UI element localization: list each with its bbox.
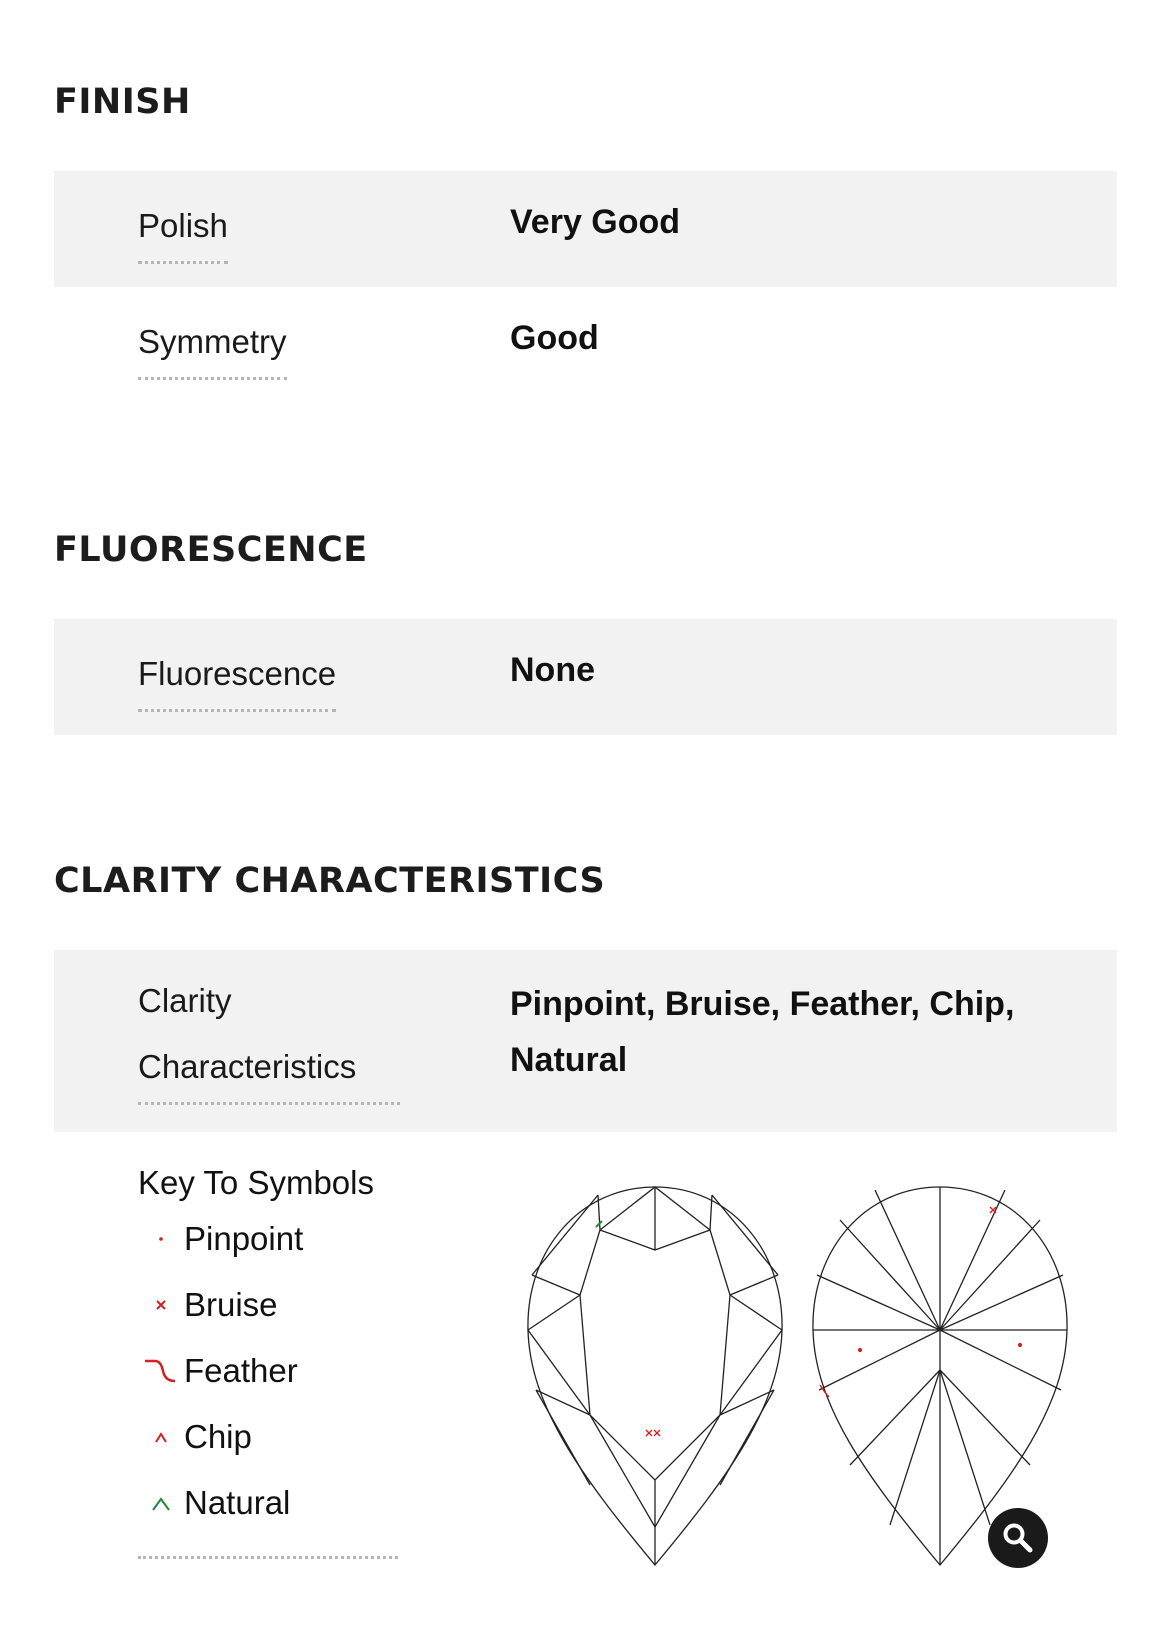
- clarity-label-line1: Clarity: [138, 982, 232, 1019]
- key-underline: [138, 1556, 398, 1559]
- fluorescence-label[interactable]: Fluorescence: [138, 641, 336, 712]
- crown-table: [580, 1230, 730, 1480]
- fluorescence-value: None: [510, 651, 595, 689]
- bruise-icon: [138, 1290, 184, 1320]
- pear-shape-plot: [520, 1175, 1080, 1575]
- natural-icon: [138, 1488, 184, 1518]
- key-item-feather: [138, 1338, 398, 1404]
- fluorescence-row: [54, 619, 1117, 735]
- key-label-feather: Feather: [184, 1352, 298, 1389]
- clarity-label[interactable]: [138, 968, 400, 1105]
- key-item-chip: [138, 1404, 398, 1470]
- key-item-pinpoint: [138, 1206, 398, 1272]
- symmetry-row: [54, 287, 1117, 403]
- polish-row: [54, 171, 1117, 287]
- magnifier-icon: [1001, 1521, 1035, 1555]
- key-label-pinpoint: Pinpoint: [184, 1220, 304, 1257]
- key-label-chip: Chip: [184, 1418, 252, 1455]
- symmetry-label[interactable]: Symmetry: [138, 309, 287, 380]
- chip-icon: [138, 1422, 184, 1452]
- section-title-fluorescence: FLUORESCENCE: [54, 530, 368, 570]
- zoom-button[interactable]: [988, 1508, 1048, 1568]
- key-label-bruise: Bruise: [184, 1286, 278, 1323]
- clarity-value: Pinpoint, Bruise, Feather, Chip, Natural: [510, 985, 1015, 1079]
- section-title-clarity: CLARITY CHARACTERISTICS: [54, 861, 606, 901]
- symmetry-value: Good: [510, 319, 599, 357]
- feather-icon: [138, 1353, 184, 1389]
- key-title: Key To Symbols: [138, 1164, 374, 1201]
- polish-value: Very Good: [510, 203, 681, 241]
- polish-label[interactable]: Polish: [138, 193, 228, 264]
- key-to-symbols: [138, 1160, 398, 1536]
- clarity-row: [54, 950, 1117, 1132]
- key-item-natural: [138, 1470, 398, 1536]
- clarity-label-line2: Characteristics: [138, 1048, 357, 1085]
- pinpoint-icon: [138, 1224, 184, 1254]
- key-label-natural: Natural: [184, 1484, 291, 1521]
- section-title-finish: FINISH: [54, 82, 191, 122]
- key-item-bruise: [138, 1272, 398, 1338]
